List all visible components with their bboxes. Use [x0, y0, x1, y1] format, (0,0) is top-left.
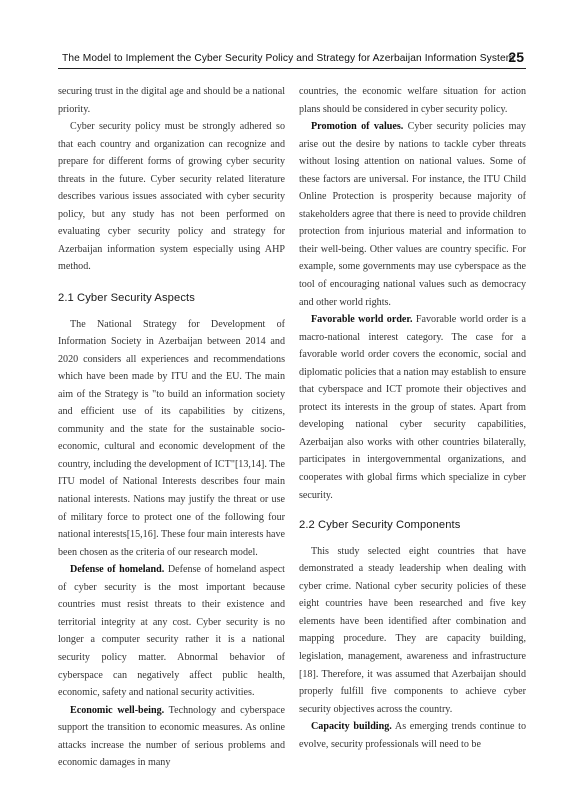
- paragraph-body: Cyber security policies may arise out the desire by nations to tackle cyber threats without losing attention on national values. Some of these factors are universal. For instance, the ITU Child Online Protection is prosperity because majority of stakeholders agree that there is need to provide children protection from injurious material and information to their well-being. Other values are country specific. For example, some governments may use cyberspace as the tool of encouraging national values such as democracy and other world rights.: [299, 121, 526, 308]
- run-in-heading: Economic well-being.: [70, 704, 165, 716]
- paragraph-body: Defense of homeland aspect of cyber security is the most important because countries must resist threats to their existence and territorial integrity at any cost. Cyber security is no longer a computer security rather it is a national security policy matter. Abnormal behavior of cyberspace can negatively affect public health, economic, safety and national security activities.: [58, 564, 285, 699]
- paragraph: Cyber security policy must be strongly adhered so that each country and organization can recognize and prepare for different forms of growing cyber security threats in the future. Cyber security related literature describes various issues associated with cyber security policy, but any study has not been performed on evaluating cyber security policy and strategy for Azerbaijan information system especially using AHP method.: [58, 121, 285, 273]
- paragraph: The National Strategy for Development of Information Society in Azerbaijan between 2014 and 2020 considers all experiences and recommendations which have been made by ITU and the EU. The main aim of the Strategy is "to build an information society and efficient use of its capabilities by citizens, community and the state for the sustainable socio-economic, cultural and economic development of the country, including the development of ICT"[13,14]. The ITU model of National Interests describes four main national interests. Nations may justify the threat or use of military force to protect one of the following four national interests[15,16]. These four main interests have been chosen as the criteria of our research model.: [58, 318, 285, 558]
- paragraph-favorable-world-order: [299, 311, 526, 504]
- running-header: [58, 50, 526, 70]
- paragraph-body: Favorable world order is a macro-national interest category. The case for a favorable world order covers the economic, social and diplomatic policies that a nation may establish to ensure that cyberspace and ICT promote their objectives and protect its interests in the group of states. Apart from developing national cyber security capabilities, Azerbaijan also works with other countries bilaterally, participates in intergovernmental organizations, and cooperates with global firms which specialize in cyber security.: [299, 314, 526, 501]
- paragraph-body: Technology and cyberspace support the transition to economic measures. As online attacks increase the number of serious problems and economic damages in many: [58, 704, 285, 769]
- run-in-heading: Capacity building.: [311, 721, 392, 733]
- paragraph: securing trust in the digital age and should be a national priority.: [58, 86, 285, 115]
- section-heading-2-2: 2.2 Cyber Security Components: [299, 519, 461, 532]
- running-title: The Model to Implement the Cyber Security Policy and Strategy for Azerbaijan Information System: [62, 53, 515, 64]
- paragraph: This study selected eight countries that have demonstrated a steady leadership when dealing with cyber crime. National cyber security policies of these eight countries have been researched and five key elements have been identified after combination and mapping procedure. They are capacity building, legislation, management, awareness and infrastructure [18]. Therefore, it was assumed that Azerbaijan should properly fulfill five components to achieve cyber security objectives across the country.: [299, 545, 526, 715]
- paragraph: countries, the economic welfare situation for action plans should be considered in cyber security policy.: [299, 86, 526, 115]
- paragraph-promotion-of-values: [299, 118, 526, 311]
- right-column: [299, 83, 526, 753]
- run-in-heading: Defense of homeland.: [70, 564, 165, 576]
- left-column: [58, 83, 285, 772]
- paragraph-body: As emerging trends continue to evolve, security professionals will need to be: [299, 721, 526, 750]
- header-rule: [58, 68, 526, 69]
- paragraph-defense-of-homeland: [58, 561, 285, 701]
- run-in-heading: Favorable world order.: [311, 314, 413, 326]
- run-in-heading: Promotion of values.: [311, 121, 404, 133]
- section-heading-2-1: 2.1 Cyber Security Aspects: [58, 292, 195, 305]
- paragraph-economic-well-being: [58, 702, 285, 772]
- page-number: 25: [508, 49, 524, 65]
- paragraph-capacity-building: [299, 718, 526, 753]
